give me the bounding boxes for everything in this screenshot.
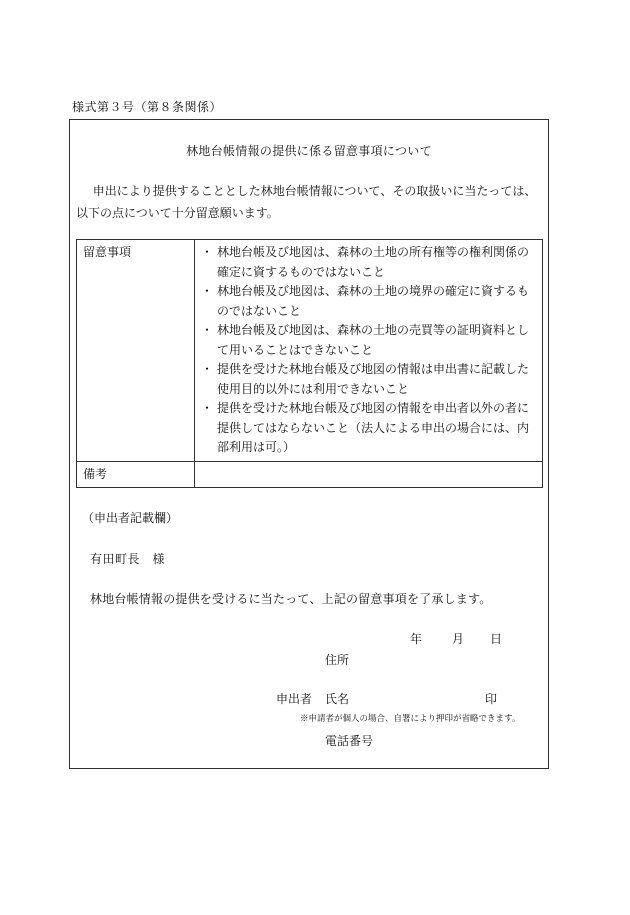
seal-note: ※申請者が個人の場合、自署により押印が省略できます。 — [300, 714, 521, 724]
seal-label: 印 — [485, 692, 498, 706]
form-number: 様式第３号（第８条関係） — [72, 100, 223, 114]
notes-content — [195, 240, 543, 462]
name-label[interactable]: 氏名 — [325, 692, 350, 706]
notes-label: 留意事項 — [77, 240, 195, 462]
remarks-row — [77, 461, 543, 487]
addressee: 有田町長 様 — [90, 552, 166, 566]
remarks-label: 備考 — [77, 461, 195, 487]
notes-list — [203, 243, 536, 458]
phone-label[interactable]: 電話番号 — [325, 734, 374, 748]
applicant-section-header: （申出者記載欄） — [82, 511, 179, 525]
acceptance-statement: 林地台帳情報の提供を受けるに当たって、上記の留意事項を了承します。 — [90, 592, 492, 606]
date-month-label[interactable]: 月 — [452, 632, 465, 646]
intro-text: 申出により提供することとした林地台帳情報について、その取扱いに当たっては、以下の点について十分留意願います。 — [76, 184, 537, 220]
note-item: ・ 林地台帳及び地図は、森林の土地の売買等の証明資料として用いることはできないこと — [203, 321, 536, 360]
notes-table — [76, 239, 543, 488]
note-item: ・ 林地台帳及び地図は、森林の土地の所有権等の権利関係の確定に資するものではないこと — [203, 243, 536, 282]
form-frame — [69, 119, 549, 769]
applicant-role-label: 申出者 — [276, 692, 313, 706]
form-title: 林地台帳情報の提供に係る留意事項について — [186, 144, 432, 158]
notes-row — [77, 240, 543, 462]
address-label[interactable]: 住所 — [325, 653, 350, 667]
remarks-field[interactable] — [195, 461, 543, 487]
date-day-label[interactable]: 日 — [490, 632, 503, 646]
note-item: ・ 提供を受けた林地台帳及び地図の情報を申出者以外の者に提供してはならないこと（法人による申出の場合には、内部利用は可。） — [203, 399, 536, 458]
date-year-label[interactable]: 年 — [410, 632, 423, 646]
note-item: ・ 林地台帳及び地図は、森林の土地の境界の確定に資するものではないこと — [203, 282, 536, 321]
note-item: ・ 提供を受けた林地台帳及び地図の情報は申出書に記載した使用目的以外には利用できないこと — [203, 360, 536, 399]
date-row — [410, 630, 502, 647]
